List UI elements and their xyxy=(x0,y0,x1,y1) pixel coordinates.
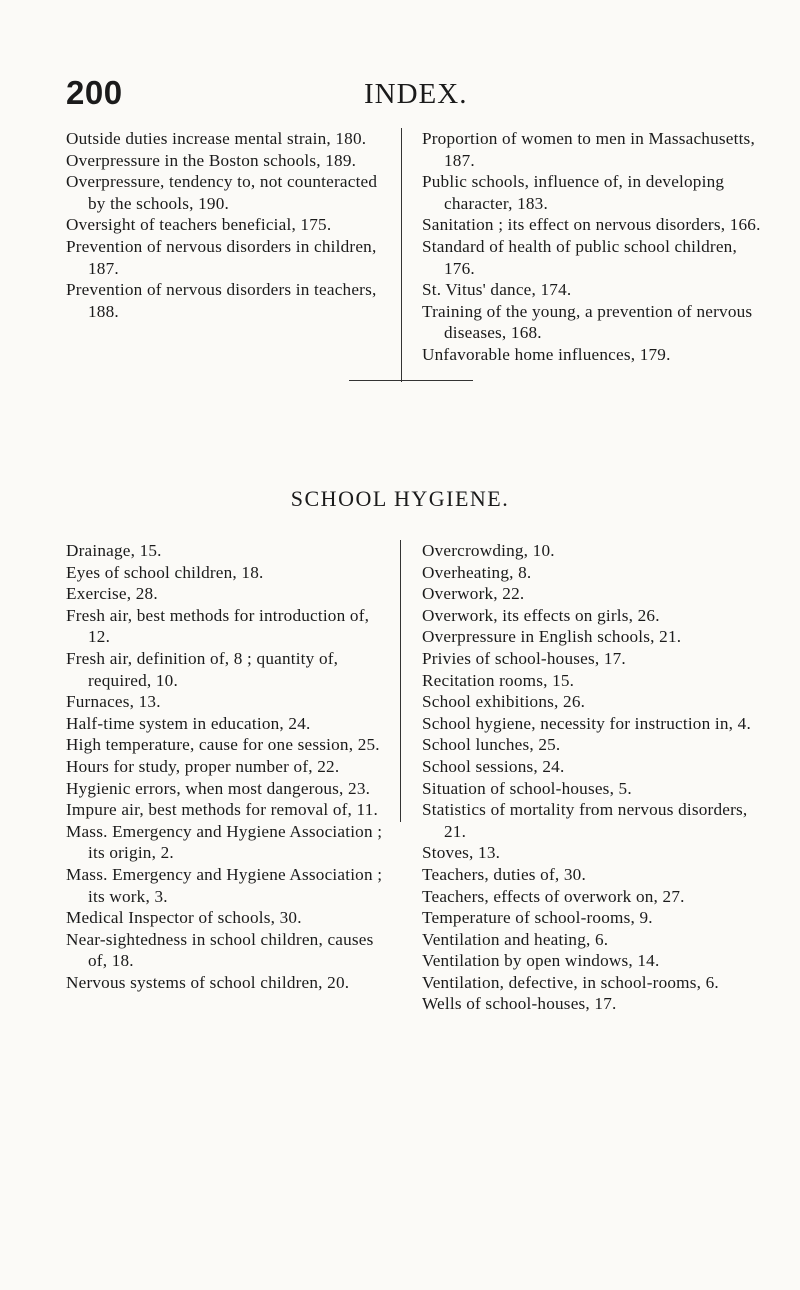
index-entry: Teachers, effects of overwork on, 27. xyxy=(422,886,685,906)
index-entry: Overpressure in English schools, 21. xyxy=(422,627,682,647)
index-entry: Mass. Emergency and Hygiene Association ; its origin, 2. xyxy=(66,821,383,863)
index-entry: Teachers, duties of, 30. xyxy=(422,864,586,884)
index-entry: High temperature, cause for one session, 25. xyxy=(66,735,380,755)
index-entry: Overwork, its effects on girls, 26. xyxy=(422,605,660,625)
index-entry: Statistics of mortality from nervous disorders, 21. xyxy=(422,800,748,841)
index-entry: St. Vitus' dance, 174. xyxy=(422,280,572,300)
index-entry: Exercise, 28. xyxy=(66,584,158,604)
index-entry: Nervous systems of school children, 20. xyxy=(66,972,350,992)
top-left-column xyxy=(66,128,389,322)
index-entry: Eyes of school children, 18. xyxy=(66,562,264,582)
index-entry: Ventilation and heating, 6. xyxy=(422,929,609,949)
index-entry: Privies of school-houses, 17. xyxy=(422,648,626,668)
index-entry: Prevention of nervous disorders in children, 187. xyxy=(66,236,377,278)
index-entry: Overcrowding, 10. xyxy=(422,541,555,560)
index-entry: Medical Inspector of schools, 30. xyxy=(66,908,302,928)
index-entry: Training of the young, a prevention of nervous diseases, 168. xyxy=(422,301,753,343)
index-entry: Standard of health of public school children, 176. xyxy=(422,236,737,278)
index-entry: Stoves, 13. xyxy=(422,843,501,863)
index-entry: Sanitation ; its effect on nervous disorders, 166. xyxy=(422,215,761,235)
bottom-right-column xyxy=(422,540,764,1015)
index-entry: Overwork, 22. xyxy=(422,584,525,604)
index-entry: Temperature of school-rooms, 9. xyxy=(422,908,653,928)
index-entry: Overheating, 8. xyxy=(422,562,532,582)
page-number: 200 xyxy=(66,74,123,111)
top-right-column xyxy=(422,128,764,366)
index-entry: Oversight of teachers beneficial, 175. xyxy=(66,215,332,235)
index-entry: Hours for study, proper number of, 22. xyxy=(66,756,340,776)
index-entry: School lunches, 25. xyxy=(422,735,561,755)
index-entry: Fresh air, best methods for introduction of, 12. xyxy=(66,605,370,647)
index-entry: Fresh air, definition of, 8 ; quantity of, required, 10. xyxy=(66,648,339,690)
index-entry: Public schools, influence of, in developing character, 183. xyxy=(422,172,725,213)
index-entry: Hygienic errors, when most dangerous, 23. xyxy=(66,778,371,798)
index-entry: Outside duties increase mental strain, 180. xyxy=(66,129,367,148)
index-entry: Recitation rooms, 15. xyxy=(422,670,575,690)
column-divider-top xyxy=(401,128,402,382)
section-divider xyxy=(349,380,473,381)
index-entry: School exhibitions, 26. xyxy=(422,692,586,712)
index-entry: Situation of school-houses, 5. xyxy=(422,778,632,798)
bottom-left-column xyxy=(66,540,391,993)
index-entry: School hygiene, necessity for instruction in, 4. xyxy=(422,713,751,733)
index-entry: Impure air, best methods for removal of, 11. xyxy=(66,800,378,820)
index-entry: Ventilation by open windows, 14. xyxy=(422,951,660,971)
running-title: INDEX. xyxy=(364,78,468,110)
index-entry: Overpressure in the Boston schools, 189. xyxy=(66,150,357,170)
index-entry: Wells of school-houses, 17. xyxy=(422,994,617,1014)
index-entry: Proportion of women to men in Massachusetts, 187. xyxy=(422,129,755,170)
index-entry: Half-time system in education, 24. xyxy=(66,713,311,733)
index-entry: Ventilation, defective, in school-rooms, 6. xyxy=(422,972,719,992)
section-title: SCHOOL HYGIENE. xyxy=(290,486,510,511)
index-entry: Overpressure, tendency to, not counteracted by the schools, 190. xyxy=(66,172,378,213)
index-entry: Near-sightedness in school children, causes of, 18. xyxy=(66,929,374,971)
index-entry: Furnaces, 13. xyxy=(66,692,161,712)
index-entry: School sessions, 24. xyxy=(422,756,565,776)
page-header xyxy=(66,74,766,114)
index-entry: Unfavorable home influences, 179. xyxy=(422,344,671,364)
column-divider-bottom xyxy=(400,540,401,822)
index-entry: Prevention of nervous disorders in teachers, 188. xyxy=(66,280,377,321)
index-entry: Mass. Emergency and Hygiene Association ; its work, 3. xyxy=(66,864,383,906)
index-entry: Drainage, 15. xyxy=(66,541,162,560)
